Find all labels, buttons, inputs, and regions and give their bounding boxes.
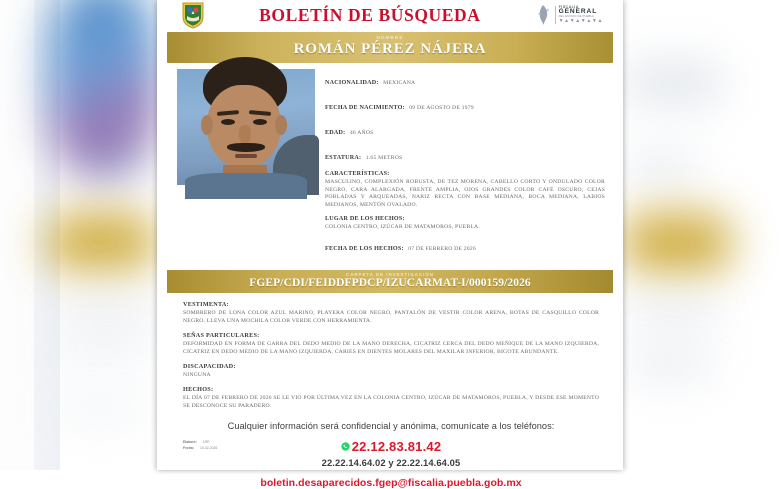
- block-key: VESTIMENTA:: [183, 301, 229, 308]
- block-key: HECHOS:: [183, 385, 214, 393]
- block-vestimenta: [183, 301, 599, 325]
- name-label: NOMBRE: [376, 35, 404, 40]
- field-lugar-hechos: [325, 216, 605, 231]
- detail-blocks: [157, 293, 623, 410]
- background-blur-text-right-4: [628, 352, 712, 378]
- puebla-state-crest-icon: [181, 1, 205, 29]
- fiscalia-line1: FISCALÍA: [558, 4, 579, 9]
- block-hechos: [183, 386, 599, 410]
- field-key: FECHA DE LOS HECHOS:: [325, 246, 404, 253]
- background-blur-text-right-3: [628, 300, 720, 326]
- poster-footer: [157, 417, 623, 489]
- phone-main: 22.12.83.81.42: [351, 438, 442, 454]
- whatsapp-phone-row[interactable]: [341, 439, 442, 454]
- background-blur-text-left-2: [54, 340, 150, 358]
- stamp-label-fecha: Fecha:: [183, 446, 194, 451]
- phone-secondary[interactable]: 22.22.14.64.02 y 22.22.14.64.05: [321, 456, 461, 468]
- field-value: 46 AÑOS: [349, 130, 374, 137]
- field-edad: [325, 121, 605, 140]
- page-title: BOLETÍN DE BÚSQUEDA: [259, 4, 481, 25]
- background-blur-text-left-1: [54, 300, 154, 322]
- fiscalia-general-logo: [535, 4, 603, 26]
- field-key: FECHA DE NACIMIENTO:: [325, 105, 405, 112]
- field-fecha-hechos: [325, 237, 605, 256]
- field-value: MASCULINO, COMPLEXIÓN ROBUSTA, DE TEZ MORENA, CABELLO CORTO Y ONDULADO COLOR NEGRO, CARA ALARGADA, FRENTE AMPLIA, OJOS GRANDES COLOR CAFÉ OSCURO, CEJAS POBLADAS Y ARQUEADAS, NARIZ RECTA CON BASE MEDIANA, BOCA MEDIANA, LABIOS MEDIANOS, MENTÓN OVALADO.: [325, 178, 605, 208]
- field-key: ESTATURA:: [325, 155, 362, 162]
- field-value: COLONIA CENTRO, IZÚCAR DE MATAMOROS, PUEBLA.: [325, 223, 480, 230]
- block-key: DISCAPACIDAD:: [183, 362, 236, 370]
- confidentiality-note: Cualquier información será confidencial y anónima, comunícate a los teléfonos:: [227, 420, 555, 431]
- stamp-label-elaboro: Elaboró:: [183, 439, 197, 444]
- stamp-value-elaboro: LRR: [202, 439, 210, 444]
- elaboration-stamp: [183, 439, 217, 452]
- field-nacionalidad: [325, 71, 605, 90]
- field-value: 1.65 METROS: [365, 155, 403, 162]
- stamp-value-fecha: 10-02-2026: [199, 446, 218, 451]
- logo-divider: [555, 6, 556, 24]
- field-estatura: [325, 146, 605, 165]
- block-key: SEÑAS PARTICULARES:: [183, 331, 260, 339]
- field-key: LUGAR DE LOS HECHOS:: [325, 215, 405, 222]
- bulletin-poster: [157, 0, 623, 489]
- block-senas-particulares: [183, 332, 599, 356]
- contact-email[interactable]: boletin.desaparecidos.fgep@fiscalia.puebla.gob.mx: [260, 476, 522, 489]
- carpeta-number: FGEP/CDI/FEIDDFPDCP/IZUCARMAT-I/000159/2026: [249, 277, 531, 289]
- background-blur-text-left-3: [54, 400, 144, 418]
- poster-header: [157, 0, 623, 30]
- field-caracteristicas: [325, 171, 605, 209]
- contact-phones: [179, 438, 603, 468]
- person-name: ROMÁN PÉREZ NÁJERA: [293, 41, 487, 57]
- field-value: 07 DE FEBRERO DE 2026: [408, 246, 476, 253]
- field-list: [325, 69, 605, 263]
- identity-row: [157, 63, 623, 263]
- background-blur-text-right-2: [626, 150, 698, 184]
- field-key: EDAD:: [325, 130, 346, 137]
- block-value: SOMBRERO DE LONA COLOR AZUL MARINO, PLAYERA COLOR NEGRO, PANTALÓN DE VESTIR COLOR ARENA, BOTAS DE CASQUILLO COLOR NEGRO. LLEVA UNA MOCHILA COLOR VERDE CON HERRAMIENTA.: [183, 309, 599, 324]
- block-discapacidad: [183, 363, 599, 379]
- field-key: NACIONALIDAD:: [325, 80, 379, 86]
- field-fecha-nacimiento: [325, 96, 605, 115]
- carpeta-label: CARPETA DE INVESTIGACIÓN: [346, 271, 434, 277]
- field-value: MEXICANA: [383, 80, 416, 86]
- person-photo: [177, 69, 315, 185]
- fiscalia-line3: DEL ESTADO DE PUEBLA: [558, 15, 595, 19]
- field-value: 09 DE AGOSTO DE 1979: [409, 105, 474, 112]
- background-blur-gold-left: [46, 212, 156, 272]
- whatsapp-icon: [341, 442, 350, 451]
- background-blur-gold-right: [622, 212, 732, 274]
- block-value: EL DÍA 07 DE FEBRERO DE 2026 SE LE VIO POR ÚLTIMA VEZ EN LA COLONIA CENTRO, IZÚCAR DE MATAMOROS, PUEBLA, Y DESDE ESE MOMENTO SE DESCONOCE SU PARADERO.: [183, 394, 599, 409]
- fiscalia-ornament: ▼▲▼▲▼▲▼▲: [558, 18, 603, 25]
- carpeta-investigacion-band: [167, 270, 613, 294]
- block-value: NINGUNA: [183, 371, 211, 378]
- fiscalia-mark-icon: [535, 4, 552, 26]
- background-blur-text-right-1: [626, 62, 722, 104]
- fiscalia-line2: GENERAL: [558, 8, 598, 16]
- field-key: CARACTERÍSTICAS:: [325, 171, 390, 178]
- block-value: DEFORMIDAD EN FORMA DE GARRA DEL DEDO MEDIO DE LA MANO DERECHA, CICATRIZ CERCA DEL DEDO MEÑIQUE DE LA MANO IZQUIERDA, CICATRIZ EN DEDO MEDIO DE LA MANO IZQUIERDA, CARIES EN DIENTES MOLARES DEL MAXILAR INFERIOR, BIGOTE ABUNDANTE.: [183, 340, 599, 355]
- background-blur-photo: [48, 0, 158, 180]
